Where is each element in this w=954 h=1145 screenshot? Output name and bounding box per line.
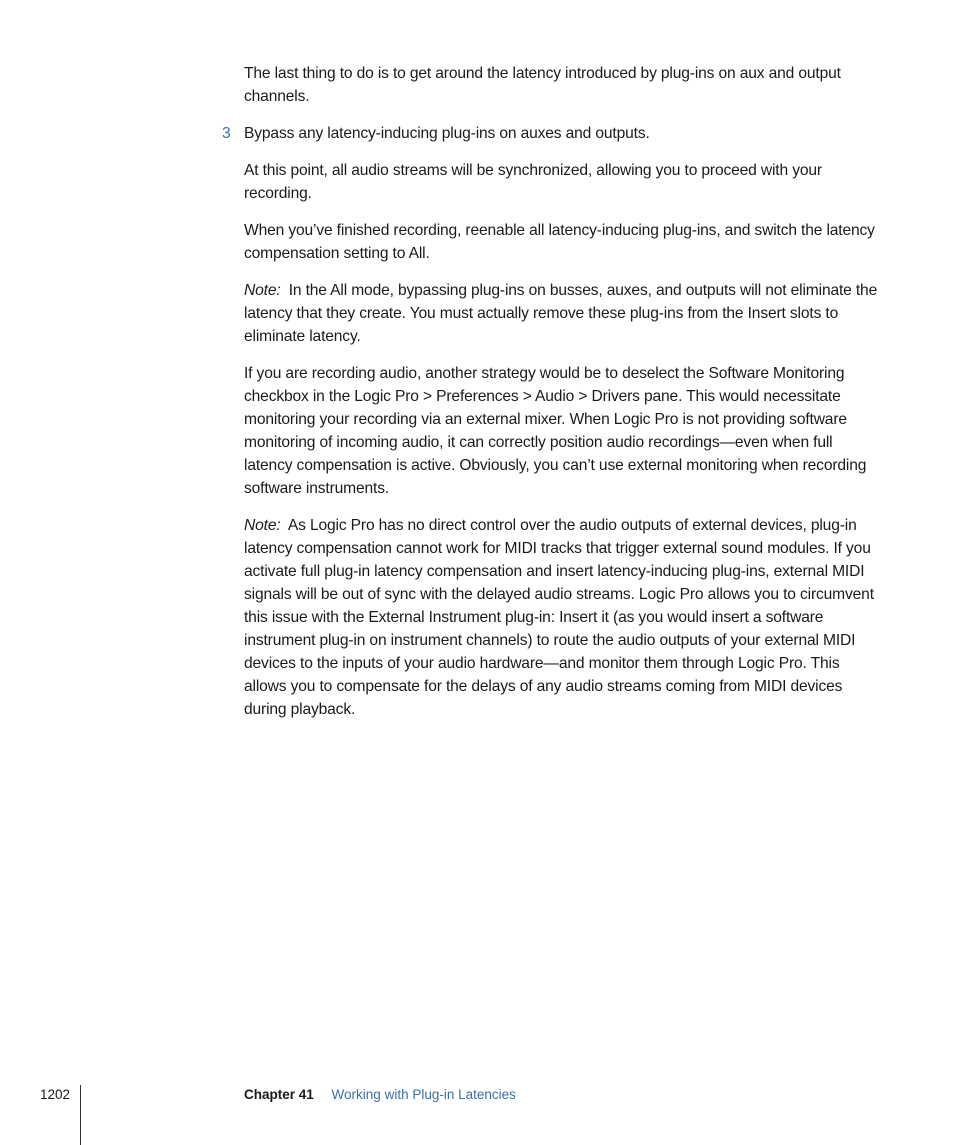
page-body: [222, 62, 878, 735]
footer-chapter: [244, 1087, 516, 1102]
note-text: In the All mode, bypassing plug-ins on busses, auxes, and outputs will not eliminate the latency that they create. You must actually remove these plug-ins from the Insert slots to eliminate latency.: [244, 282, 878, 345]
step-text: Bypass any latency-inducing plug-ins on auxes and outputs.: [244, 125, 650, 142]
note-text: As Logic Pro has no direct control over the audio outputs of external devices, plug-in latency compensation cannot work for MIDI tracks that trigger external sound modules. If you activate full plug-in latency compensation and insert latency-inducing plug-ins, external MIDI signals will be out of sync with the delayed audio streams. Logic Pro allows you to circumvent this issue with the External Instrument plug-in: Insert it (as you would insert a software instrument plug-in on instrument channels) to route the audio outputs of your external MIDI devices to the inputs of your audio hardware—and monitor them through Logic Pro. This allows you to compensate for the delays of any audio streams coming from MIDI devices during playback.: [244, 517, 874, 718]
footer-divider: [80, 1085, 81, 1145]
paragraph-recording-strategy: If you are recording audio, another strategy would be to deselect the Software Monitoring checkbox in the Logic Pro > Preferences > Audio > Drivers pane. This would necessitate monitoring your recording via an external mixer. When Logic Pro is not providing software monitoring of incoming audio, it can correctly position audio recordings—even when full latency compensation is active. Obviously, you can’t use external monitoring when recording software instruments.: [244, 365, 867, 497]
step-3: [222, 122, 878, 145]
page-number: 1202: [39, 1087, 70, 1102]
paragraph-synchronized: At this point, all audio streams will be synchronized, allowing you to proceed with your recording.: [244, 162, 822, 202]
chapter-label: Chapter 41: [244, 1087, 314, 1102]
paragraph-reenable: When you’ve finished recording, reenable all latency-inducing plug-ins, and switch the latency compensation setting to All.: [244, 222, 875, 262]
intro-paragraph: The last thing to do is to get around the latency introduced by plug-ins on aux and output channels.: [244, 65, 841, 105]
chapter-title: Working with Plug-in Latencies: [331, 1087, 516, 1102]
step-number: 3: [222, 125, 231, 142]
note-external-devices: [244, 514, 878, 721]
note-label: Note:: [244, 282, 281, 299]
note-label: Note:: [244, 517, 281, 534]
note-all-mode: [244, 279, 878, 348]
